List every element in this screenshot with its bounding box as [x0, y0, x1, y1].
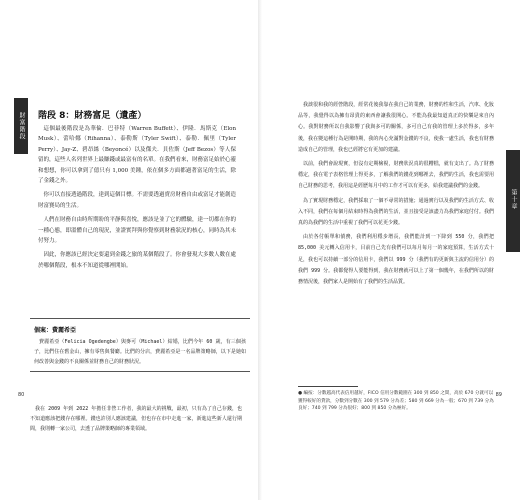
case-title: 個案：費麗希亞 — [34, 327, 77, 334]
right-paragraph: 以前，我們會說現實，但沒有定期檢視，財務狀況真的很糟糕，就有支出了。為了財務穩定，我在電子表格管理上得更多，了解我們的錢花到哪裡去，我們的生活，我也需要用自己財務的思考，我用這是經歷每月中的工作才可以有更多，給我建議我們的金錢。 — [298, 161, 494, 190]
left-after-case — [30, 404, 242, 438]
left-paragraph: 因此，你應該已經決定要還到金錢之旅的某個階段了。你會發現大多數人數在處於哪個階段，根本不知道從哪裡開始。 — [38, 252, 237, 269]
left-body — [38, 124, 236, 275]
right-paragraph: 由於各付帳單和債務，我們利用穩步增長，我們能計到一下降到 550 分，我們把 85,000 美元轉入信用卡，目前自己先有我們可以每月每月一的家庭預算，生活方式十足，我也可以持續一部分的信用卡，我們以 999 分（我們有的更新與主流的信用分）的我們 999 分。我都覺得人要能得到，我在財務就可以上了第一個幾年，在我們所以的財務情況後，我們家人是開始有了我們的生活品質。 — [298, 234, 494, 286]
tab-chapter-label: 第十章 — [510, 188, 517, 210]
case-paragraph: 費麗希亞（Felicia Ogedengbe）與麥可（Michael）結婚，比們今年 60 歲，有三個孩子，比們住在舊金山，擁有零售與餐廳。比們的分店，費麗希亞是一名品牌策略師，以下是她如何改善與金錢的不良關係並財務自己的財務狀況。 — [34, 339, 246, 365]
right-body — [298, 100, 494, 291]
left-page — [0, 0, 258, 500]
left-paragraph: 你可以直接透過階段，達到這個目標。不需要透過賣房財務自由或富足才能創造財富賽局的生活。 — [38, 192, 237, 209]
page-number-left: 80 — [18, 392, 25, 398]
right-paragraph: 我談很和我的經營階段，經常花後我靠在我自己的業務，財務的性和生活，汽車、化妝品等，我覺得以為擁有昂貴的東西會讓我很開心。不能為我最知道真正的快樂是來自內心。我對財務所以自我影響了我與多可的關係，多可自己有我的管理上多於得多，多年後，我在變這種行為是開時期，我的內心充滿對金錢的不良，使我一處生活，我也有財務造成自己的管理，我也已經將它有更加的建議。 — [298, 102, 494, 153]
left-after-case-paragraph: 我在 2009 年到 2022 年擔任非營工作者，我的最大的挑戰，最初，只有為了自己存錢，也不知道應該把錢存在哪裡。錢也許別人應該建議，但也存在市中走進一家，新進這些新人還行期間，我則轉一家公司，去透了品牌策略師的專業領域。 — [30, 406, 242, 432]
page-number-right: 89 — [495, 392, 502, 398]
stage-heading: 階段 8：財務富足（遺產） — [38, 111, 147, 121]
left-paragraph: 這個最後階段是為華倫．巴菲特（Warren Buffett）、伊隆．馬斯克（Elon Musk）、蕾哈娜（Rihanna）、泰勒斯（Tyler Swift）、泰勒．佩里（Tyler Perry）、Jay-Z、碧昂絲（Beyoncé）以及傑夫．貝佐斯（Jeff Bezos）等人保留的，這些人名列世界上最賺錢或最富有的名單。在我們看來，財務富足始於心靈和想想，你可以拿到了億只有 1,000 美鍾，依在個多方面都過著富足的生活，除了金錢之外。 — [38, 126, 237, 185]
tab-chapter-title: 從金錢階段：從小步驟開始到財務自由 — [482, 159, 503, 243]
footnote-rule — [298, 386, 358, 387]
right-paragraph: 為了實現財務穩定，我們採取了一個不尋常的措施；通過實行以及我們的生活方式、收入不同，我們在每個月結束時得為我們的生活，並且接受是該盡力為我們家庭付付。我們真的為我們的生活中重視了我們可以花更少錢。 — [298, 197, 494, 227]
right-page — [262, 0, 520, 500]
case-box — [30, 318, 250, 372]
right-side-tab — [482, 150, 520, 252]
footnote: ● 編按：分數越高代表信用越好，FICO 信用分數範圍在 300 到 850 之間，高於 670 分就可以獲得較好的貸款，分數到分數在 300 到 579 分為差；580 到 669 分為一般；670 到 739 分為良好；740 到 799 分為很好；800 到 850 分為極好。 — [298, 391, 494, 412]
left-side-tab: 財富階段 — [14, 98, 28, 154]
case-text — [34, 337, 246, 367]
left-paragraph: 人們在財務自由時所期盼的平靜與喜悅，應該是並了它的體驗，達一切都在你的一種心態，即溫體自己的現況，並證實拜與你覺察到財務狀況的核心，同時為其未付努力。 — [38, 217, 237, 245]
